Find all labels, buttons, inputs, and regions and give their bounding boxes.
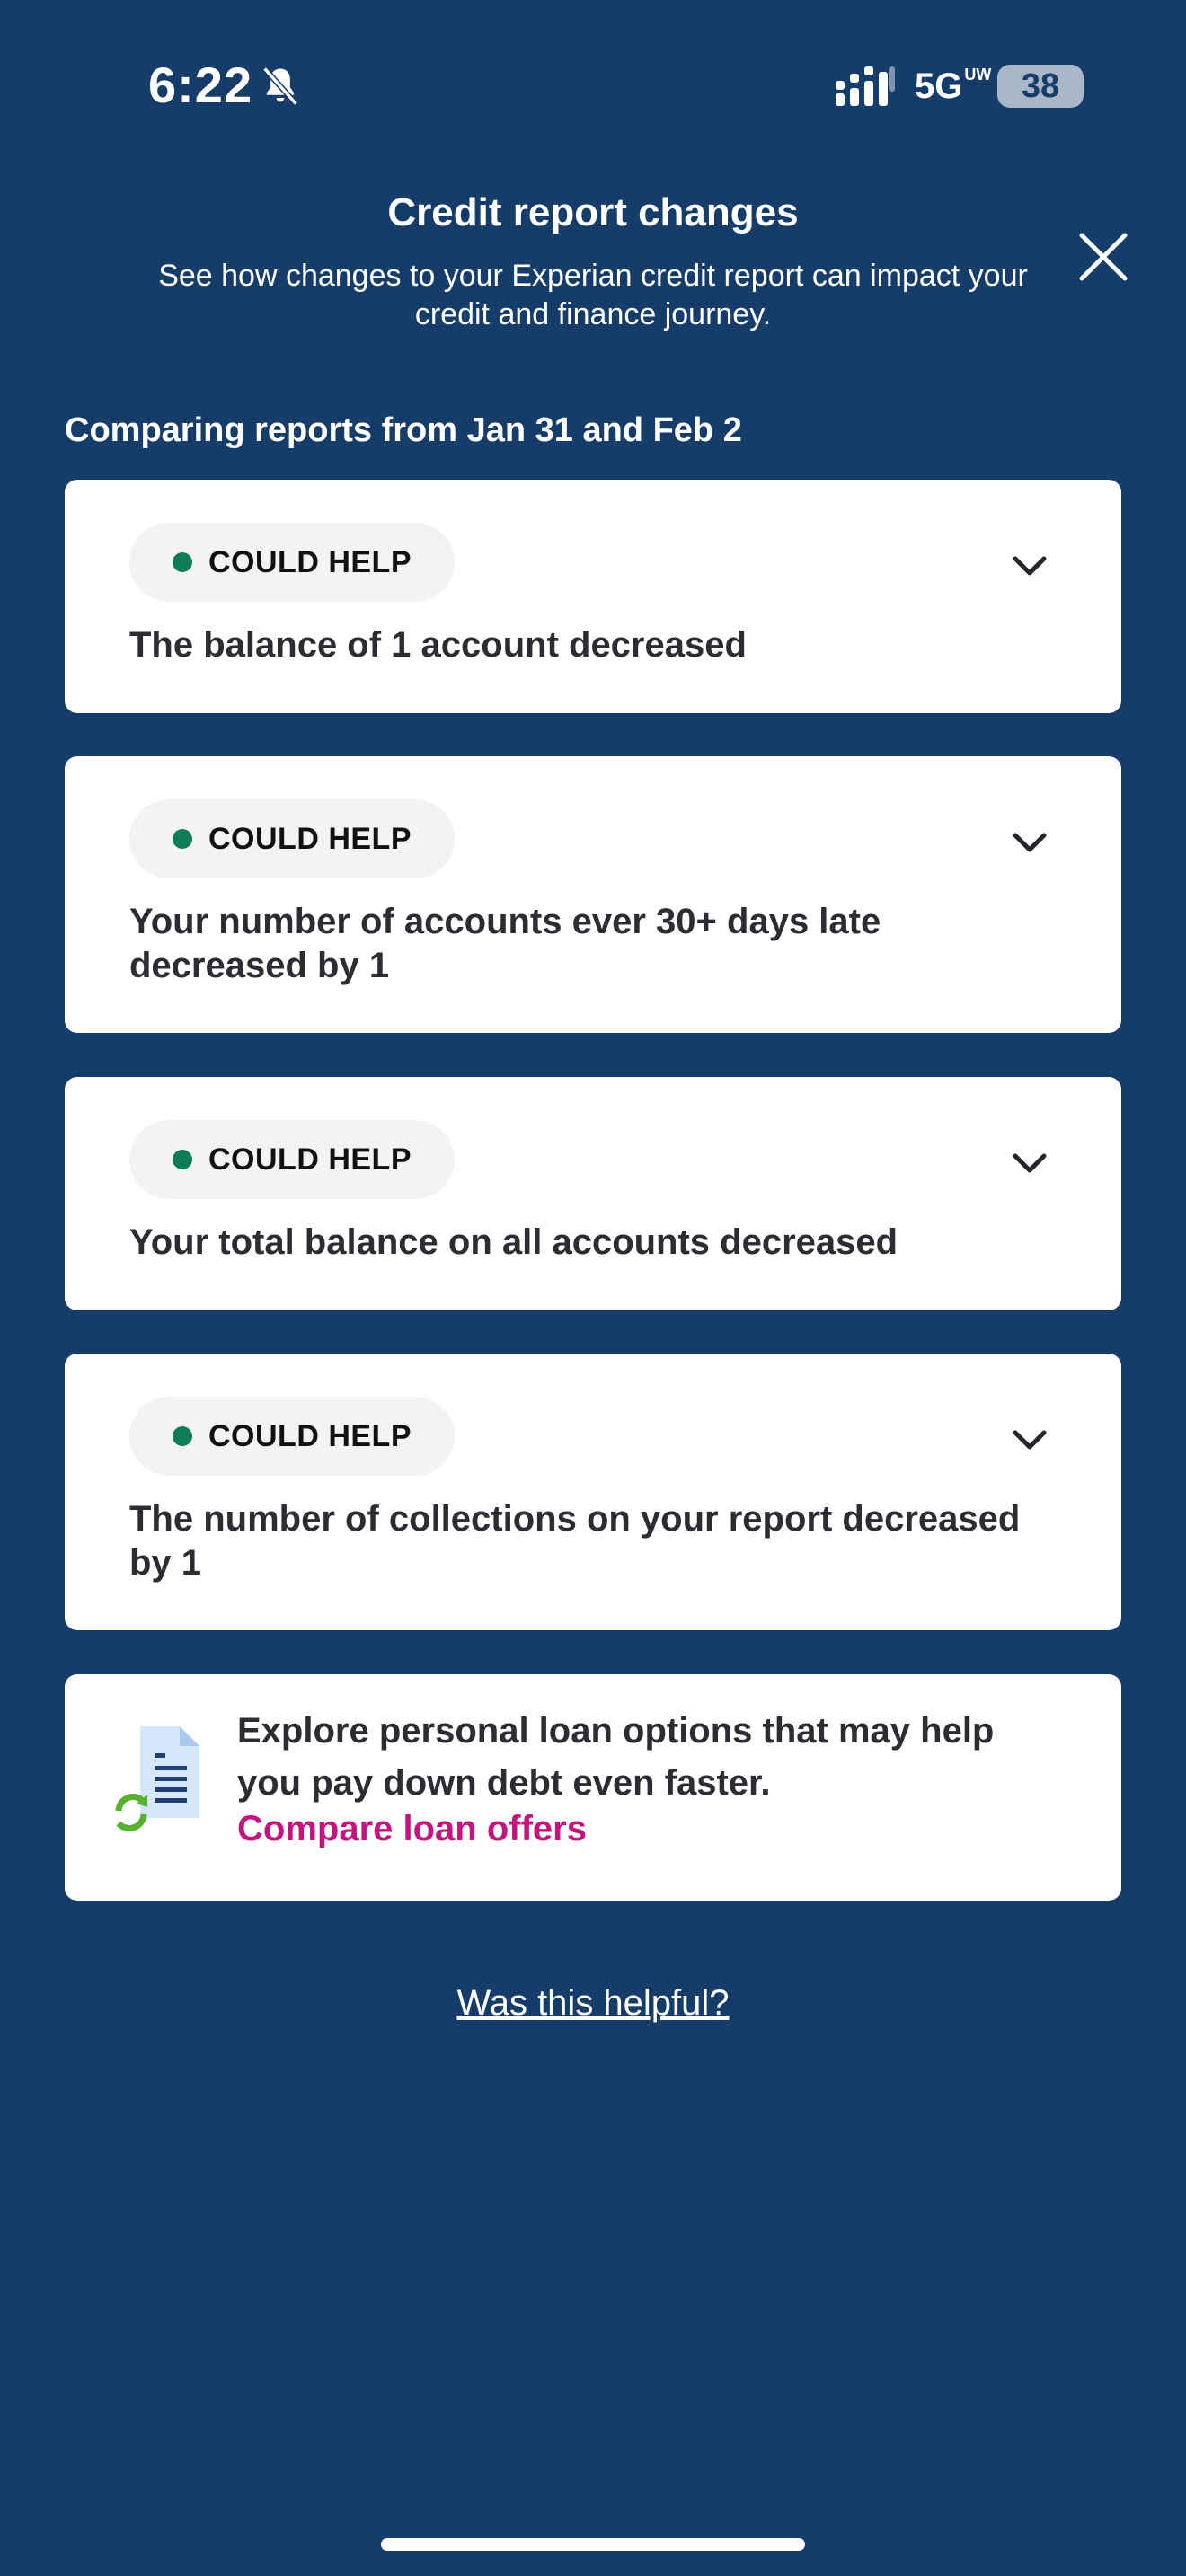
badge-label: COULD HELP — [208, 821, 412, 856]
was-this-helpful-link[interactable]: Was this helpful? — [456, 1983, 730, 2023]
change-card[interactable] — [65, 480, 1121, 713]
status-time: 6:22 — [148, 57, 253, 113]
change-card[interactable] — [65, 756, 1121, 1033]
comparing-label: Comparing reports from Jan 31 and Feb 2 — [65, 411, 742, 449]
card-text: Your total balance on all accounts decreased — [129, 1222, 898, 1262]
chevron-down-icon[interactable] — [1010, 1425, 1049, 1452]
compare-loan-offers-link[interactable]: Compare loan offers — [237, 1809, 587, 1848]
document-refresh-icon — [113, 1723, 212, 1836]
badge-label: COULD HELP — [208, 1418, 412, 1453]
battery-level: 38 — [1021, 67, 1060, 105]
chevron-down-icon[interactable] — [1010, 828, 1049, 855]
card-text: The balance of 1 account decreased — [129, 625, 747, 665]
change-card[interactable] — [65, 1354, 1121, 1630]
positive-dot-icon — [173, 1426, 192, 1446]
home-indicator[interactable] — [381, 2538, 805, 2551]
bell-muted-icon — [257, 63, 304, 110]
positive-dot-icon — [173, 552, 192, 572]
badge-label: COULD HELP — [208, 544, 412, 579]
network-sup: UW — [964, 66, 992, 84]
status-badge — [129, 1120, 455, 1199]
status-bar — [0, 0, 1186, 171]
battery-cap — [1076, 79, 1084, 93]
promo-text: Explore personal loan options that may help you pay down debt even faster. — [237, 1711, 995, 1803]
battery-icon — [997, 65, 1084, 108]
positive-dot-icon — [173, 1150, 192, 1169]
card-text: The number of collections on your report decreased by 1 — [129, 1499, 1021, 1583]
positive-dot-icon — [173, 829, 192, 849]
status-badge — [129, 523, 455, 602]
chevron-down-icon[interactable] — [1010, 551, 1049, 578]
page-subtitle: See how changes to your Experian credit report can impact your credit and finance journey. — [158, 259, 1028, 331]
network-type: 5G UW — [915, 66, 992, 106]
signal-icon — [836, 66, 897, 108]
card-text: Your number of accounts ever 30+ days late decreased by 1 — [129, 902, 881, 985]
badge-label: COULD HELP — [208, 1142, 412, 1177]
helpful-feedback — [0, 1983, 1186, 2024]
status-badge — [129, 799, 455, 878]
change-card[interactable] — [65, 1077, 1121, 1310]
page-title: Credit report changes — [387, 190, 799, 234]
loan-promo-card — [65, 1674, 1121, 1901]
chevron-down-icon[interactable] — [1010, 1149, 1049, 1176]
status-badge — [129, 1397, 455, 1476]
close-icon[interactable] — [1075, 228, 1132, 286]
